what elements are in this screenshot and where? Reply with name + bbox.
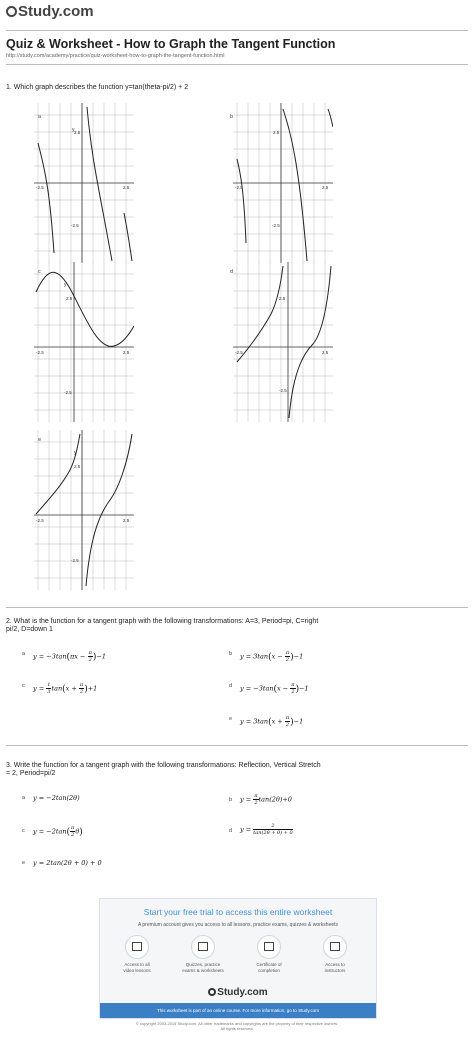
q3-option-b-label[interactable]: b [229, 797, 233, 803]
q2-option-e-label[interactable]: e [229, 716, 233, 722]
q1-graph-c [34, 262, 134, 422]
svg-text:-2.5: -2.5 [64, 390, 72, 395]
logo-circle-icon [208, 988, 216, 996]
promo-subline: A premium account gives you access to all lessons, practice exams, quizzes & worksheets [137, 922, 339, 928]
q1-option-c-label[interactable]: c [38, 269, 41, 275]
q3-answer-c[interactable]: y = −2tan( $\frac{\pi}{2}$ θ) [33, 825, 83, 838]
svg-text:y: y [64, 282, 67, 288]
q2-option-b-label[interactable]: b [229, 651, 233, 657]
svg-text:2.5: 2.5 [322, 350, 329, 355]
svg-text:-2.5: -2.5 [71, 558, 79, 563]
promo-feature-instructors: Access to instructors [310, 935, 360, 973]
instructor-icon [323, 935, 347, 959]
q3-option-a-label[interactable]: a [22, 795, 26, 801]
q3-answer-a[interactable]: y = −2tan(2θ) [33, 794, 80, 802]
svg-text:2.5: 2.5 [123, 518, 130, 523]
svg-text:-2.5: -2.5 [272, 223, 280, 228]
q3-option-c-label[interactable]: c [22, 828, 25, 834]
svg-text:2.5: 2.5 [273, 130, 280, 135]
q2-answer-c[interactable]: y = $\frac{1}{3}$ tan(x + $\frac{\pi}{2}$ )+1 [33, 682, 98, 695]
question-2-text-line1: 2. What is the function for a tangent graph with the following transformations: A=3, Period=pi, C=right [6, 618, 319, 625]
question-divider-2 [6, 745, 468, 746]
logo-circle-icon [6, 6, 17, 17]
q3-option-e-label[interactable]: e [22, 860, 26, 866]
q3-answer-b[interactable]: y = $\frac{\pi}{2}$ tan(2θ)+0 [240, 793, 292, 806]
q1-graph-a [34, 103, 134, 263]
promo-feature-video: Access to all video lessons [112, 935, 162, 973]
copyright-footer: © copyright 2003-2015 Study.com. All other trademarks and copyrights are the property of their respective owners. All rights reserved. [135, 1021, 339, 1031]
q3-option-d-label[interactable]: d [229, 828, 233, 834]
q3-answer-e[interactable]: y = 2tan(2θ + 0) + 0 [33, 859, 102, 867]
q2-answer-b[interactable]: y = 3tan(x − $\frac{\pi}{2}$ )−1 [240, 650, 304, 663]
promo-headline: Start your free trial to access this entire worksheet [143, 907, 333, 917]
promo-bar[interactable]: This worksheet is part of an online course. For more information, go to Study.com [100, 1003, 376, 1018]
svg-text:2.5: 2.5 [74, 464, 81, 469]
q2-option-a-label[interactable]: a [22, 651, 26, 657]
certificate-icon [257, 935, 281, 959]
svg-text:2.5: 2.5 [66, 296, 73, 301]
q1-graph-e [34, 430, 134, 590]
question-3-text-line2: = 2, Period=pi/2 [6, 770, 56, 777]
q1-option-b-label[interactable]: b [230, 114, 234, 120]
promo-feature-quizzes: Quizzes, practice exams & worksheets [178, 935, 228, 973]
promo-feature-certificate: Certificate of completion [244, 935, 294, 973]
promo-logo: Study.com [100, 987, 376, 998]
title-divider [6, 64, 468, 65]
svg-text:-2.5: -2.5 [36, 350, 44, 355]
q1-option-a-label[interactable]: a [38, 114, 42, 120]
graph-xmin-label: -2.5 [36, 185, 44, 190]
svg-text:-2.5: -2.5 [36, 518, 44, 523]
header-divider [6, 30, 468, 31]
svg-text:-2.5: -2.5 [235, 185, 243, 190]
question-divider-1 [6, 607, 468, 608]
svg-text:-2.5: -2.5 [235, 350, 243, 355]
q1-graph-b [233, 103, 333, 263]
question-2-text-line2: pi/2, D=down 1 [6, 626, 53, 633]
svg-text:2.5: 2.5 [279, 296, 286, 301]
q2-answer-e[interactable]: y = 3tan(x + $\frac{\pi}{2}$ )−1 [240, 715, 304, 728]
question-3-text-line1: 3. Write the function for a tangent graph with the following transformations: Reflection, Vertical Stretch [6, 762, 321, 769]
study-logo: Study.com [6, 3, 94, 20]
svg-text:2.5: 2.5 [322, 185, 329, 190]
video-icon [125, 935, 149, 959]
q1-option-d-label[interactable]: d [230, 269, 234, 275]
q2-answer-a[interactable]: y = −3tan(πx − $\frac{\pi}{2}$ )−1 [33, 650, 106, 663]
free-trial-promo[interactable] [99, 898, 377, 1019]
svg-text:-2.5: -2.5 [279, 388, 287, 393]
svg-text:2.5: 2.5 [123, 350, 130, 355]
q2-option-c-label[interactable]: c [22, 683, 25, 689]
page-url: http://study.com/academy/practice/quiz-worksheet-how-to-graph-the-tangent-function.html [6, 53, 225, 59]
q3-answer-d[interactable]: y = $\frac{2}{\tan(2\theta + 0) + 0}$ [240, 823, 293, 836]
graph-ymax-label: 2.5 [74, 130, 81, 135]
graph-y-label: y [72, 127, 75, 133]
q1-option-e-label[interactable]: e [38, 437, 42, 443]
quiz-icon [191, 935, 215, 959]
page-title: Quiz & Worksheet - How to Graph the Tangent Function [6, 37, 336, 51]
q1-graph-d [233, 262, 333, 422]
graph-xmax-label: 2.5 [123, 185, 130, 190]
question-1-text: 1. Which graph describes the function y=tan(theta-pi/2) + 2 [6, 84, 189, 91]
q2-option-d-label[interactable]: d [229, 683, 233, 689]
graph-ymin-label: -2.5 [71, 223, 79, 228]
q2-answer-d[interactable]: y = −3tan(x − $\frac{\pi}{2}$ )−1 [240, 682, 309, 695]
svg-text:y: y [74, 450, 77, 456]
